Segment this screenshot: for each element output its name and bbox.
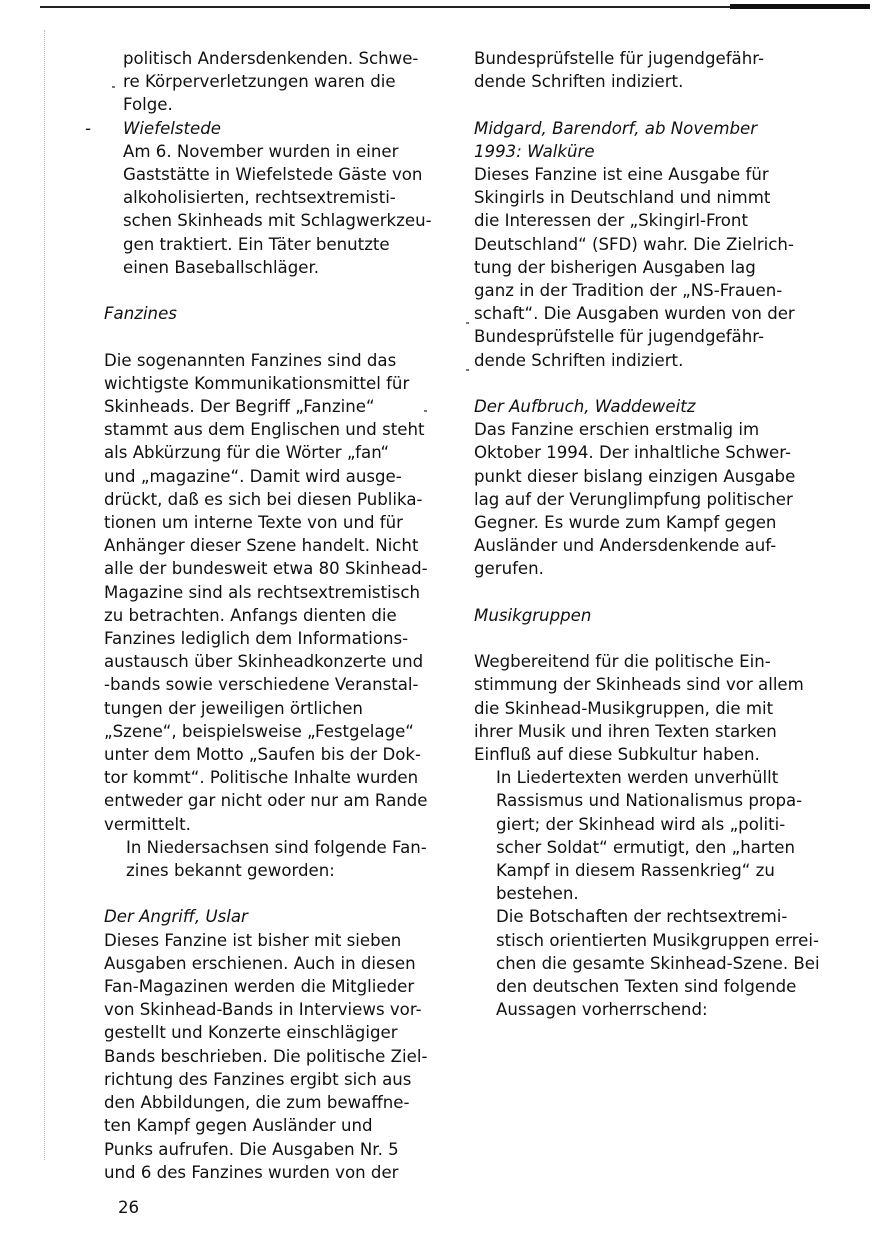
text-line: stammt aus dem Englischen und steht — [104, 420, 425, 440]
paragraph-musik-intro — [474, 650, 819, 766]
text-line: zines bekannt geworden: — [126, 861, 335, 881]
text-line: Das Fanzine erschien erstmalig im — [474, 420, 760, 440]
paragraph-botschaften — [474, 905, 819, 1021]
text-line: Kampf in diesem Rassenkrieg“ zu — [496, 861, 775, 881]
list-dash: - — [85, 118, 91, 138]
text-line: Bundesprüfstelle für jugendgefähr- — [474, 327, 764, 347]
text-line: zu betrachten. Anfangs dienten die — [104, 605, 397, 625]
paragraph-liedertexte — [474, 766, 819, 905]
text-line: Folge. — [123, 95, 173, 115]
top-rule-accent — [730, 4, 870, 9]
paragraph-fanzines-list-intro — [104, 836, 449, 882]
text-line: drückt, daß es sich bei diesen Publika- — [104, 489, 423, 509]
text-line: Gaststätte in Wiefelstede Gäste von — [123, 165, 423, 185]
text-line: dende Schriften indiziert. — [474, 350, 684, 370]
text-line: tungen der jeweiligen örtlichen — [104, 698, 363, 718]
text-line: alle der bundesweit etwa 80 Skinhead- — [104, 559, 428, 579]
text-line: von Skinhead-Bands in Interviews vor- — [104, 1000, 422, 1020]
text-line: Bands beschrieben. Die politische Ziel- — [104, 1046, 428, 1066]
text-line: Deutschland“ (SFD) wahr. Die Zielrich- — [474, 234, 794, 254]
text-line: ihrer Musik und ihren Texten starken — [474, 721, 777, 741]
text-line: tung der bisherigen Ausgaben lag — [474, 257, 756, 277]
paragraph-der-aufbruch — [474, 418, 819, 580]
text-line: tionen um interne Texte von und für — [104, 513, 403, 533]
subheading-walkuere — [474, 117, 819, 163]
text-line: die Interessen der „Skingirl-Front — [474, 211, 748, 231]
text-line: ganz in der Tradition der „NS-Frauen- — [474, 281, 783, 301]
text-line: Am 6. November wurden in einer — [123, 141, 399, 161]
list-item-heading: Wiefelstede — [123, 118, 221, 138]
text-line: Fan-Magazinen werden die Mitglieder — [104, 977, 415, 997]
text-line: als Abkürzung für die Wörter „fan“ — [104, 443, 390, 463]
text-line: schaft“. Die Ausgaben wurden von der — [474, 304, 795, 324]
text-line: politisch Andersdenkenden. Schwe- — [123, 49, 419, 68]
text-line: Bundesprüfstelle für jugendgefähr- — [474, 49, 764, 68]
text-line: gestellt und Konzerte einschlägiger — [104, 1023, 398, 1043]
text-line: gen traktiert. Ein Täter benutzte — [123, 234, 390, 254]
text-line: Skinheads. Der Begriff „Fanzine“ — [104, 397, 375, 417]
text-line: alkoholisierten, rechtsextremisti- — [123, 188, 396, 208]
text-line: chen die gesamte Skinhead-Szene. Bei — [496, 953, 820, 973]
text-line: Dieses Fanzine ist eine Ausgabe für — [474, 165, 769, 184]
subheading-line: Midgard, Barendorf, ab November — [474, 118, 758, 138]
text-line: Fanzines lediglich dem Informations- — [104, 629, 409, 649]
section-heading-fanzines: Fanzines — [104, 304, 177, 324]
paragraph-walkuere — [474, 163, 819, 372]
text-line: wichtigste Kommunikationsmittel für — [104, 373, 410, 393]
text-line: bestehen. — [496, 884, 579, 904]
text-line: Oktober 1994. Der inhaltliche Schwer- — [474, 443, 792, 463]
text-line: Anhänger dieser Szene handelt. Nicht — [104, 536, 419, 556]
text-line: die Skinhead-Musikgruppen, die mit — [474, 698, 774, 718]
paragraph-der-angriff — [104, 929, 449, 1184]
text-line: den Abbildungen, die zum bewaffne- — [104, 1093, 410, 1113]
text-line: austausch über Skinheadkonzerte und — [104, 652, 424, 672]
subheading-der-angriff: Der Angriff, Uslar — [104, 907, 248, 927]
text-line: stimmung der Skinheads sind vor allem — [474, 675, 804, 695]
list-item-continued — [104, 47, 449, 117]
text-line: Rassismus und Nationalismus propa- — [496, 791, 803, 811]
text-line: schen Skinheads mit Schlagwerkzeu- — [123, 211, 432, 231]
text-line: stisch orientierten Musikgruppen errei- — [496, 930, 819, 950]
right-column — [474, 47, 819, 1021]
text-line: tor kommt“. Politische Inhalte wurden — [104, 768, 419, 788]
scan-speck — [466, 369, 469, 371]
text-line: vermittelt. — [104, 814, 191, 834]
text-line: In Liedertexten werden unverhüllt — [496, 768, 779, 788]
text-line: und 6 des Fanzines wurden von der — [104, 1162, 399, 1182]
paragraph-fanzines-intro — [104, 349, 449, 836]
text-line: richtung des Fanzines ergibt sich aus — [104, 1069, 412, 1089]
text-line: Einfluß auf diese Subkultur haben. — [474, 745, 760, 765]
subheading-line: 1993: Walküre — [474, 141, 595, 161]
text-line: Wegbereitend für die politische Ein- — [474, 652, 771, 672]
text-line: Die sogenannten Fanzines sind das — [104, 350, 397, 370]
text-line: ten Kampf gegen Ausländer und — [104, 1116, 373, 1136]
text-line: Skingirls in Deutschland und nimmt — [474, 188, 771, 208]
text-line: einen Baseballschläger. — [123, 257, 320, 277]
text-line: Ausgaben erschienen. Auch in diesen — [104, 953, 416, 973]
scan-binding-edge — [44, 30, 65, 1160]
text-line: unter dem Motto „Saufen bis der Dok- — [104, 745, 422, 765]
text-line: den deutschen Texten sind folgende — [496, 977, 797, 997]
text-line: Punks aufrufen. Die Ausgaben Nr. 5 — [104, 1139, 399, 1159]
text-line: Die Botschaften der rechtsextremi- — [496, 907, 788, 927]
text-line: gerufen. — [474, 559, 544, 579]
scan-speck — [466, 322, 469, 324]
text-line: Aussagen vorherrschend: — [496, 1000, 708, 1020]
text-line: -bands sowie verschiedene Veranstal- — [104, 675, 419, 695]
text-line: re Körperverletzungen waren die — [123, 72, 396, 92]
text-line: Dieses Fanzine ist bisher mit sieben — [104, 930, 402, 950]
paragraph-continued — [474, 47, 819, 93]
text-line: dende Schriften indiziert. — [474, 72, 684, 92]
text-line: entweder gar nicht oder nur am Rande — [104, 791, 428, 811]
text-line: punkt dieser bislang einzigen Ausgabe — [474, 466, 796, 486]
text-line: giert; der Skinhead wird als „politi- — [496, 814, 786, 834]
text-line: „Szene“, beispielsweise „Festgelage“ — [104, 721, 414, 741]
text-line: lag auf der Verunglimpfung politischer — [474, 489, 793, 509]
text-line: Ausländer und Andersdenkende auf- — [474, 536, 777, 556]
text-line: und „magazine“. Damit wird ausge- — [104, 466, 402, 486]
left-column — [85, 47, 449, 1184]
section-heading-musikgruppen: Musikgruppen — [474, 605, 592, 625]
list-item-wiefelstede — [85, 117, 449, 279]
page-number: 26 — [118, 1198, 140, 1217]
text-line: Magazine sind als rechtsextremistisch — [104, 582, 420, 602]
text-line: Gegner. Es wurde zum Kampf gegen — [474, 513, 777, 533]
subheading-der-aufbruch: Der Aufbruch, Waddeweitz — [474, 397, 696, 417]
text-line: scher Soldat“ ermutigt, den „harten — [496, 837, 795, 857]
text-line: In Niedersachsen sind folgende Fan- — [126, 837, 427, 857]
